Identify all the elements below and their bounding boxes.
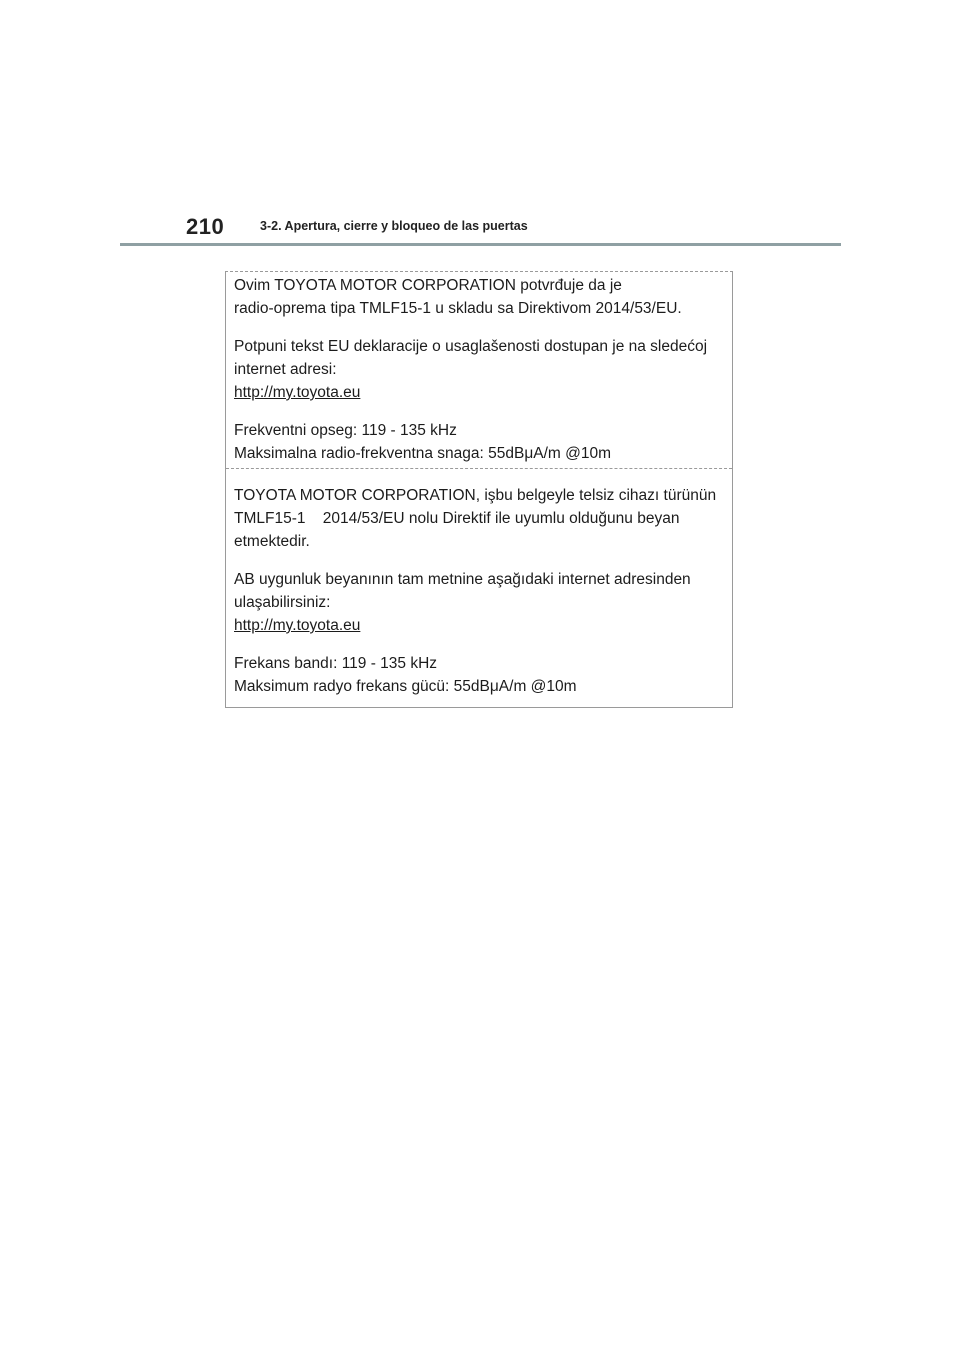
turkish-technical-specs bbox=[234, 652, 732, 698]
turkish-text-line: ulaşabilirsiniz: bbox=[234, 594, 331, 611]
serbian-frequency-range: Frekventni opseg: 119 - 135 kHz bbox=[234, 422, 457, 439]
serbian-full-text-info bbox=[234, 335, 732, 404]
turkish-toyota-link[interactable]: http://my.toyota.eu bbox=[234, 617, 361, 634]
serbian-text-line: Potpuni tekst EU deklaracije o usaglašenosti dostupan je na sledećoj bbox=[234, 338, 708, 355]
serbian-text-line: internet adresi: bbox=[234, 361, 337, 378]
turkish-text-line: TMLF15-1 2014/53/EU nolu Direktif ile uyumlu olduğunu beyan bbox=[234, 510, 680, 527]
header-divider bbox=[120, 243, 841, 246]
serbian-text-line: radio-oprema tipa TMLF15-1 u skladu sa Direktivom 2014/53/EU. bbox=[234, 300, 682, 317]
turkish-text-line: AB uygunluk beyanının tam metnine aşağıdaki internet adresinden bbox=[234, 571, 691, 588]
section-divider bbox=[226, 468, 732, 469]
serbian-toyota-link[interactable]: http://my.toyota.eu bbox=[234, 384, 361, 401]
turkish-max-power: Maksimum radyo frekans gücü: 55dBμA/m @10m bbox=[234, 678, 577, 695]
serbian-technical-specs bbox=[234, 419, 732, 465]
turkish-text-line: etmektedir. bbox=[234, 533, 310, 550]
serbian-max-power: Maksimalna radio-frekventna snaga: 55dBμA/m @10m bbox=[234, 445, 612, 462]
serbian-text-line: Ovim TOYOTA MOTOR CORPORATION potvrđuje da je bbox=[234, 277, 622, 294]
turkish-conformity-statement bbox=[234, 484, 732, 553]
page-number: 210 bbox=[186, 214, 225, 239]
section-title: 3-2. Apertura, cierre y bloqueo de las puertas bbox=[260, 219, 528, 233]
turkish-declaration bbox=[226, 484, 732, 698]
declaration-box bbox=[225, 271, 733, 708]
turkish-frequency-band: Frekans bandı: 119 - 135 kHz bbox=[234, 655, 438, 672]
turkish-full-text-info bbox=[234, 568, 732, 637]
serbian-declaration bbox=[226, 274, 732, 465]
page-header bbox=[0, 0, 960, 250]
serbian-conformity-statement bbox=[234, 274, 732, 320]
turkish-text-line: TOYOTA MOTOR CORPORATION, işbu belgeyle telsiz cihazı türünün bbox=[234, 487, 717, 504]
